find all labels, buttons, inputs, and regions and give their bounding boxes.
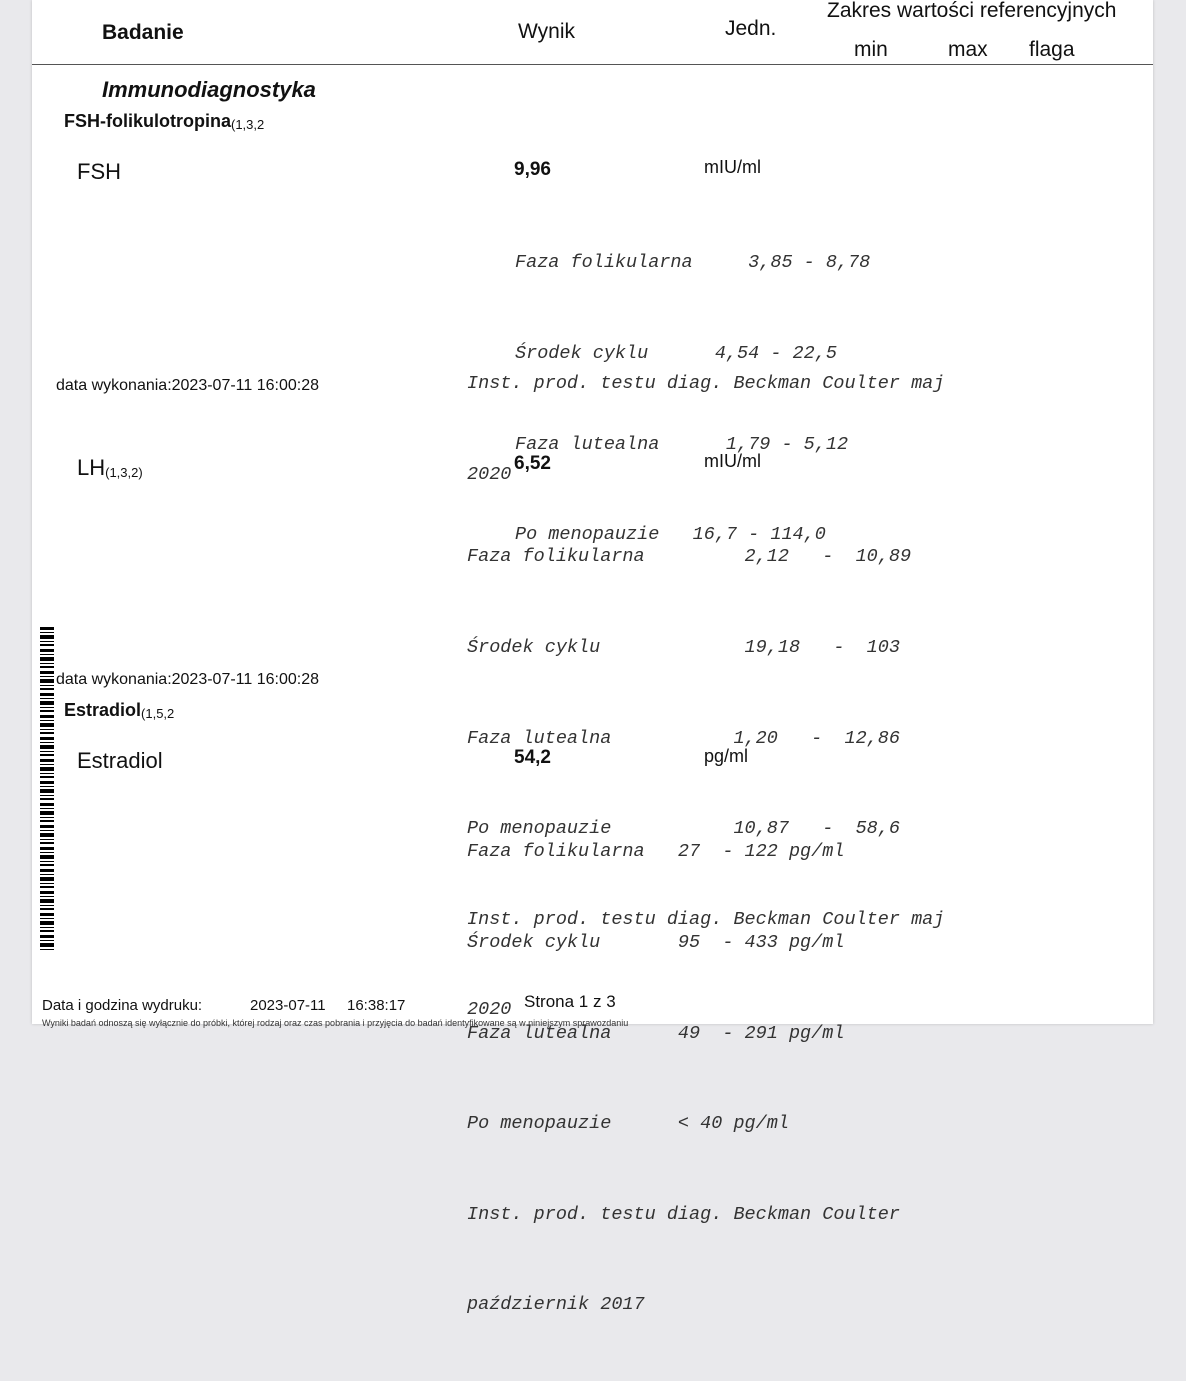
header-divider	[32, 64, 1153, 65]
ref-line: 2020	[467, 999, 512, 1021]
ref-line: Faza folikularna 27 - 122 pg/ml	[467, 841, 845, 863]
ref-line: Faza lutealna 49 - 291 pg/ml	[467, 1022, 845, 1044]
execution-date-lh: data wykonania:2023-07-11 16:00:28	[56, 671, 320, 688]
column-header-unit: Jedn.	[725, 17, 777, 40]
print-date: 2023-07-11	[250, 997, 326, 1014]
result-value-lh: 6,52	[514, 453, 551, 474]
result-value-fsh: 9,96	[514, 159, 551, 180]
ref-line: Po menopauzie < 40 pg/ml	[467, 1113, 789, 1135]
column-header-max: max	[948, 38, 988, 61]
column-header-flag: flaga	[1029, 38, 1075, 61]
note-line: Inst. prod. testu diag. Beckman Coulter maj	[467, 373, 945, 395]
ref-line: Faza folikularna 3,85 - 8,78	[515, 252, 871, 274]
ref-line: Inst. prod. testu diag. Beckman Coulter maj	[467, 908, 945, 930]
test-name-fsh: FSH	[77, 159, 121, 184]
ref-line: Środek cyklu 4,54 - 22,5	[515, 343, 837, 365]
barcode	[40, 627, 54, 952]
ref-line: Po menopauzie 10,87 - 58,6	[467, 818, 900, 840]
lab-report-page	[32, 0, 1153, 1316]
ref-line: Po menopauzie 16,7 - 114,0	[515, 524, 826, 546]
print-date-label: Data i godzina wydruku:	[42, 997, 203, 1014]
print-time: 16:38:17	[347, 997, 406, 1014]
result-value-estradiol: 54,2	[514, 747, 551, 768]
unit-fsh: mIU/ml	[704, 157, 761, 177]
ref-line: Środek cyklu 95 - 433 pg/ml	[467, 932, 845, 954]
column-header-result: Wynik	[518, 20, 575, 43]
ref-line: Inst. prod. testu diag. Beckman Coulter	[467, 1203, 900, 1225]
ref-line: październik 2017	[467, 1294, 645, 1316]
page-number: Strona 1 z 3	[524, 992, 616, 1011]
disclaimer: Wyniki badań odnoszą się wyłącznie do próbki, której rodzaj oraz czas pobrania i przyjęcia do badań identyfikowane są w niniejszym sprawozdaniu	[42, 1018, 629, 1028]
unit-estradiol: pg/ml	[704, 746, 749, 766]
column-header-min: min	[854, 38, 888, 61]
ref-line: Faza folikularna 2,12 - 10,89	[467, 546, 912, 568]
ref-line: Faza lutealna 1,20 - 12,86	[467, 727, 900, 749]
ref-line: Faza lutealna 1,79 - 5,12	[515, 433, 849, 455]
ref-line: Środek cyklu 19,18 - 103	[467, 637, 900, 659]
execution-date-fsh: data wykonania:2023-07-11 16:00:28	[56, 377, 320, 394]
group-title-fsh: FSH-folikulotropina$_{(1,3,2}$	[64, 111, 265, 132]
section-title: Immunodiagnostyka	[102, 77, 316, 102]
column-header-reference-range: Zakres wartości referencyjnych	[827, 0, 1117, 22]
group-title-estradiol: Estradiol$_{(1,5,2}$	[64, 700, 175, 721]
test-name-estradiol: Estradiol	[77, 748, 163, 773]
column-header-test: Badanie	[102, 21, 184, 44]
note-line: 2020	[467, 464, 512, 486]
test-name-lh: $LH_{(1,3,2)}$	[77, 455, 143, 480]
unit-lh: mIU/ml	[704, 451, 761, 471]
reference-ranges-estradiol	[467, 777, 900, 1381]
